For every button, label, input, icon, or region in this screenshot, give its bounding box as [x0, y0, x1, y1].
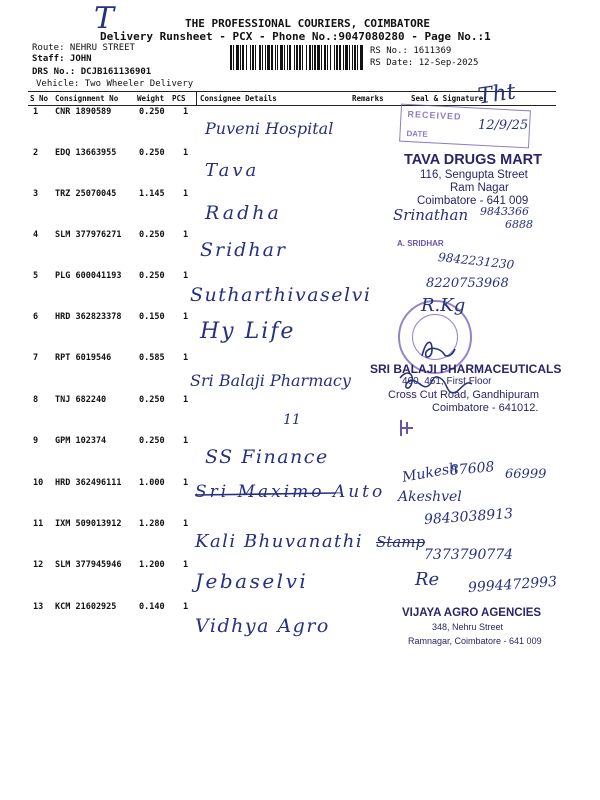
- consignee-signature: SS Finance: [205, 446, 329, 468]
- cell-pcs: 1: [183, 602, 189, 612]
- cell-sno: 10: [33, 478, 44, 488]
- cell-pcs: 1: [183, 478, 189, 488]
- row1-signature: Tht: [476, 79, 518, 110]
- row4-phone: 9843366: [480, 205, 529, 218]
- cell-sno: 6: [33, 312, 39, 322]
- consignee-signature: Vidhya Agro: [195, 615, 330, 637]
- vijaya-stamp-line2: Ramnagar, Coimbatore - 641 009: [408, 636, 542, 646]
- cell-pcs: 1: [183, 189, 189, 199]
- vijaya-stamp-name: VIJAYA AGRO AGENCIES: [402, 607, 542, 619]
- barcode-bar: [259, 45, 261, 70]
- barcode-bar: [306, 45, 307, 70]
- barcode-bar: [327, 45, 328, 70]
- tava-stamp-line2: Ram Nagar: [450, 182, 509, 194]
- barcode-bar: [277, 45, 278, 70]
- cell-pcs: 1: [183, 560, 189, 570]
- cell-weight: 0.250: [139, 395, 165, 405]
- cell-consignment-no: KCM 21602925: [55, 602, 117, 612]
- consignee-signature: Sridhar: [200, 239, 287, 261]
- barcode-bar: [294, 45, 295, 70]
- barcode-bar: [240, 45, 241, 70]
- cell-weight: 0.250: [139, 107, 165, 117]
- balaji-stamp-name: SRI BALAJI PHARMACEUTICALS: [370, 362, 562, 376]
- runsheet-subtitle: Delivery Runsheet - PCX - Phone No.:9047080280 - Page No.:1: [100, 30, 491, 43]
- barcode-bar: [287, 45, 288, 70]
- cell-consignment-no: HRD 362823378: [55, 312, 122, 322]
- column-header-consignee: Consignee Details: [200, 94, 277, 103]
- cell-weight: 1.200: [139, 560, 165, 570]
- rs-number: RS No.: 1611369: [370, 46, 452, 56]
- row4-phone: 9842231230: [437, 250, 515, 272]
- barcode-bar: [296, 45, 298, 70]
- barcode-bar: [252, 45, 254, 70]
- barcode-bar: [242, 45, 244, 70]
- row11-phone: 9843038913: [423, 505, 514, 529]
- barcode-bar: [236, 45, 239, 70]
- barcode-bar: [262, 45, 263, 70]
- tava-stamp-name: TAVA DRUGS MART: [404, 152, 543, 168]
- barcode-bar: [246, 45, 247, 70]
- consignee-signature: Jebaselvi: [195, 569, 309, 593]
- barcode-bar: [302, 45, 303, 70]
- barcode-bar: [314, 45, 316, 70]
- barcode-bar: [289, 45, 291, 70]
- cell-sno: 5: [33, 271, 39, 281]
- cell-pcs: 1: [183, 312, 189, 322]
- struck-stamp-note: Stamp: [376, 533, 426, 551]
- cell-consignment-no: PLG 600041193: [55, 271, 122, 281]
- barcode-bar: [324, 45, 326, 70]
- header-divider: [196, 91, 197, 105]
- vehicle-label: Vehicle: Two Wheeler Delivery: [36, 79, 194, 89]
- cell-consignment-no: EDQ 13663955: [55, 148, 117, 158]
- consignee-signature: 11: [283, 412, 301, 428]
- barcode-bar: [275, 45, 276, 70]
- cell-weight: 1.000: [139, 478, 165, 488]
- balaji-stamp-line2: Cross Cut Road, Gandhipuram: [388, 389, 540, 401]
- barcode-bar: [360, 45, 363, 70]
- barcode-bar: [321, 45, 322, 70]
- column-header-seal: Seal & Signature: [411, 94, 484, 103]
- strikethrough-line: [193, 490, 338, 498]
- column-header-pcs: PCS: [172, 94, 186, 103]
- barcode-bar: [336, 45, 338, 70]
- cell-sno: 2: [33, 148, 39, 158]
- column-header-sno: S No: [30, 94, 49, 103]
- cell-sno: 7: [33, 353, 39, 363]
- consignee-signature: Puveni Hospital: [205, 119, 334, 138]
- cell-sno: 4: [33, 230, 39, 240]
- row12-signature: Re: [415, 569, 440, 590]
- staff-label: Staff: JOHN: [32, 54, 92, 64]
- barcode-bar: [280, 45, 283, 70]
- cell-pcs: 1: [183, 519, 189, 529]
- cell-sno: 12: [33, 560, 44, 570]
- column-header-weight: Weight: [137, 94, 165, 103]
- balaji-stamp-line1: 460, 461, First Floor: [402, 376, 492, 387]
- row10-phone: 87608: [449, 459, 496, 479]
- row12-phone: 9994472993: [467, 573, 558, 597]
- consignee-signature: Tava: [205, 160, 260, 181]
- table-row: [0, 272, 600, 284]
- consignee-signature: Hy Life: [200, 319, 296, 344]
- consignee-signature: Sri Maximo Auto: [195, 482, 386, 502]
- consignee-signature: Sutharthivaselvi: [190, 284, 372, 306]
- barcode-bar: [339, 45, 341, 70]
- barcode-bar: [255, 45, 256, 70]
- cell-sno: 13: [33, 602, 44, 612]
- barcode-bar: [357, 45, 358, 70]
- header-bottom-rule: [28, 105, 556, 106]
- cell-consignment-no: TRZ 25070045: [55, 189, 117, 199]
- cell-weight: 0.250: [139, 271, 165, 281]
- handwritten-initial: T: [94, 1, 115, 36]
- cell-pcs: 1: [183, 353, 189, 363]
- cell-consignment-no: SLM 377945946: [55, 560, 122, 570]
- cell-pcs: 1: [183, 148, 189, 158]
- tava-stamp-line3: Coimbatore - 641 009: [417, 195, 529, 207]
- column-header-remarks: Remarks: [352, 94, 384, 103]
- table-row: [0, 313, 600, 325]
- barcode-bar: [312, 45, 313, 70]
- consignee-signature: Radha: [205, 202, 282, 224]
- cell-sno: 9: [33, 436, 39, 446]
- column-header-consignment: Consignment No: [55, 94, 119, 103]
- cell-pcs: 1: [183, 436, 189, 446]
- tava-stamp-line1: 116, Sengupta Street: [420, 169, 528, 181]
- cell-consignment-no: GPM 102374: [55, 436, 107, 446]
- cell-sno: 1: [33, 107, 39, 117]
- cell-sno: 11: [33, 519, 44, 529]
- barcode: [230, 45, 366, 70]
- cell-pcs: 1: [183, 107, 189, 117]
- cell-pcs: 1: [183, 271, 189, 281]
- cell-consignment-no: HRD 362496111: [55, 478, 122, 488]
- cell-weight: 0.150: [139, 312, 165, 322]
- cell-consignment-no: CNR 1890589: [55, 107, 112, 117]
- drs-number: DRS No.: DCJB161136901: [32, 67, 152, 77]
- barcode-bar: [330, 45, 331, 70]
- barcode-bar: [265, 45, 266, 70]
- barcode-bar: [250, 45, 251, 70]
- row10-phone: 66999: [505, 467, 547, 482]
- barcode-bar: [230, 45, 232, 70]
- barcode-bar: [345, 45, 348, 70]
- row4-phone: 6888: [505, 218, 533, 231]
- signature-scribble: [396, 368, 476, 404]
- consignee-signature: Kali Bhuvanathi: [195, 531, 364, 552]
- row11-phone: 7373790774: [424, 547, 514, 563]
- table-row: [0, 231, 600, 243]
- barcode-bar: [334, 45, 335, 70]
- cell-consignment-no: IXM 509013912: [55, 519, 122, 529]
- barcode-bar: [233, 45, 234, 70]
- cell-pcs: 1: [183, 230, 189, 240]
- row6-signature: R.Kg: [421, 295, 466, 316]
- barcode-bar: [317, 45, 320, 70]
- cell-weight: 0.140: [139, 602, 165, 612]
- rs-date: RS Date: 12-Sep-2025: [370, 58, 479, 68]
- cell-weight: 1.280: [139, 519, 165, 529]
- received-stamp-label: RECEIVED: [407, 108, 462, 122]
- balaji-stamp-line3: Coimbatore - 641012.: [432, 402, 539, 414]
- received-stamp-date-label: DATE: [406, 128, 428, 140]
- barcode-bar: [284, 45, 285, 70]
- row1-received-date: 12/9/25: [478, 118, 529, 133]
- barcode-bar: [343, 45, 344, 70]
- barcode-bar: [267, 45, 270, 70]
- cell-consignment-no: RPT 6019546: [55, 353, 112, 363]
- cell-weight: 0.250: [139, 230, 165, 240]
- route-label: Route: NEHRU STREET: [32, 43, 135, 53]
- cell-consignment-no: SLM 377976271: [55, 230, 122, 240]
- consignee-signature: Sri Balaji Pharmacy: [190, 371, 351, 390]
- signature-scribble: [418, 336, 458, 364]
- cell-weight: 1.145: [139, 189, 165, 199]
- cell-weight: 0.250: [139, 436, 165, 446]
- barcode-bar: [271, 45, 273, 70]
- vijaya-stamp-line1: 348, Nehru Street: [432, 622, 504, 632]
- row10-signature: Akeshvel: [398, 489, 462, 505]
- row4-phone: 8220753968: [426, 276, 509, 291]
- cell-pcs: 1: [183, 395, 189, 405]
- barcode-bar: [299, 45, 301, 70]
- sridhar-name-stamp: A. SRIDHAR: [397, 239, 444, 248]
- company-title: THE PROFESSIONAL COURIERS, COIMBATORE: [185, 17, 431, 30]
- row10-receiver-name: Mukesh: [401, 460, 460, 486]
- cell-sno: 8: [33, 395, 39, 405]
- cell-weight: 0.585: [139, 353, 165, 363]
- cell-sno: 3: [33, 189, 39, 199]
- cell-weight: 0.250: [139, 148, 165, 158]
- cell-consignment-no: TNJ 682240: [55, 395, 107, 405]
- barcode-bar: [309, 45, 311, 70]
- barcode-bar: [354, 45, 356, 70]
- barcode-bar: [349, 45, 350, 70]
- barcode-bar: [352, 45, 353, 70]
- row4-receiver-name: Srinathan: [393, 206, 469, 224]
- stamp-mark: [398, 418, 416, 438]
